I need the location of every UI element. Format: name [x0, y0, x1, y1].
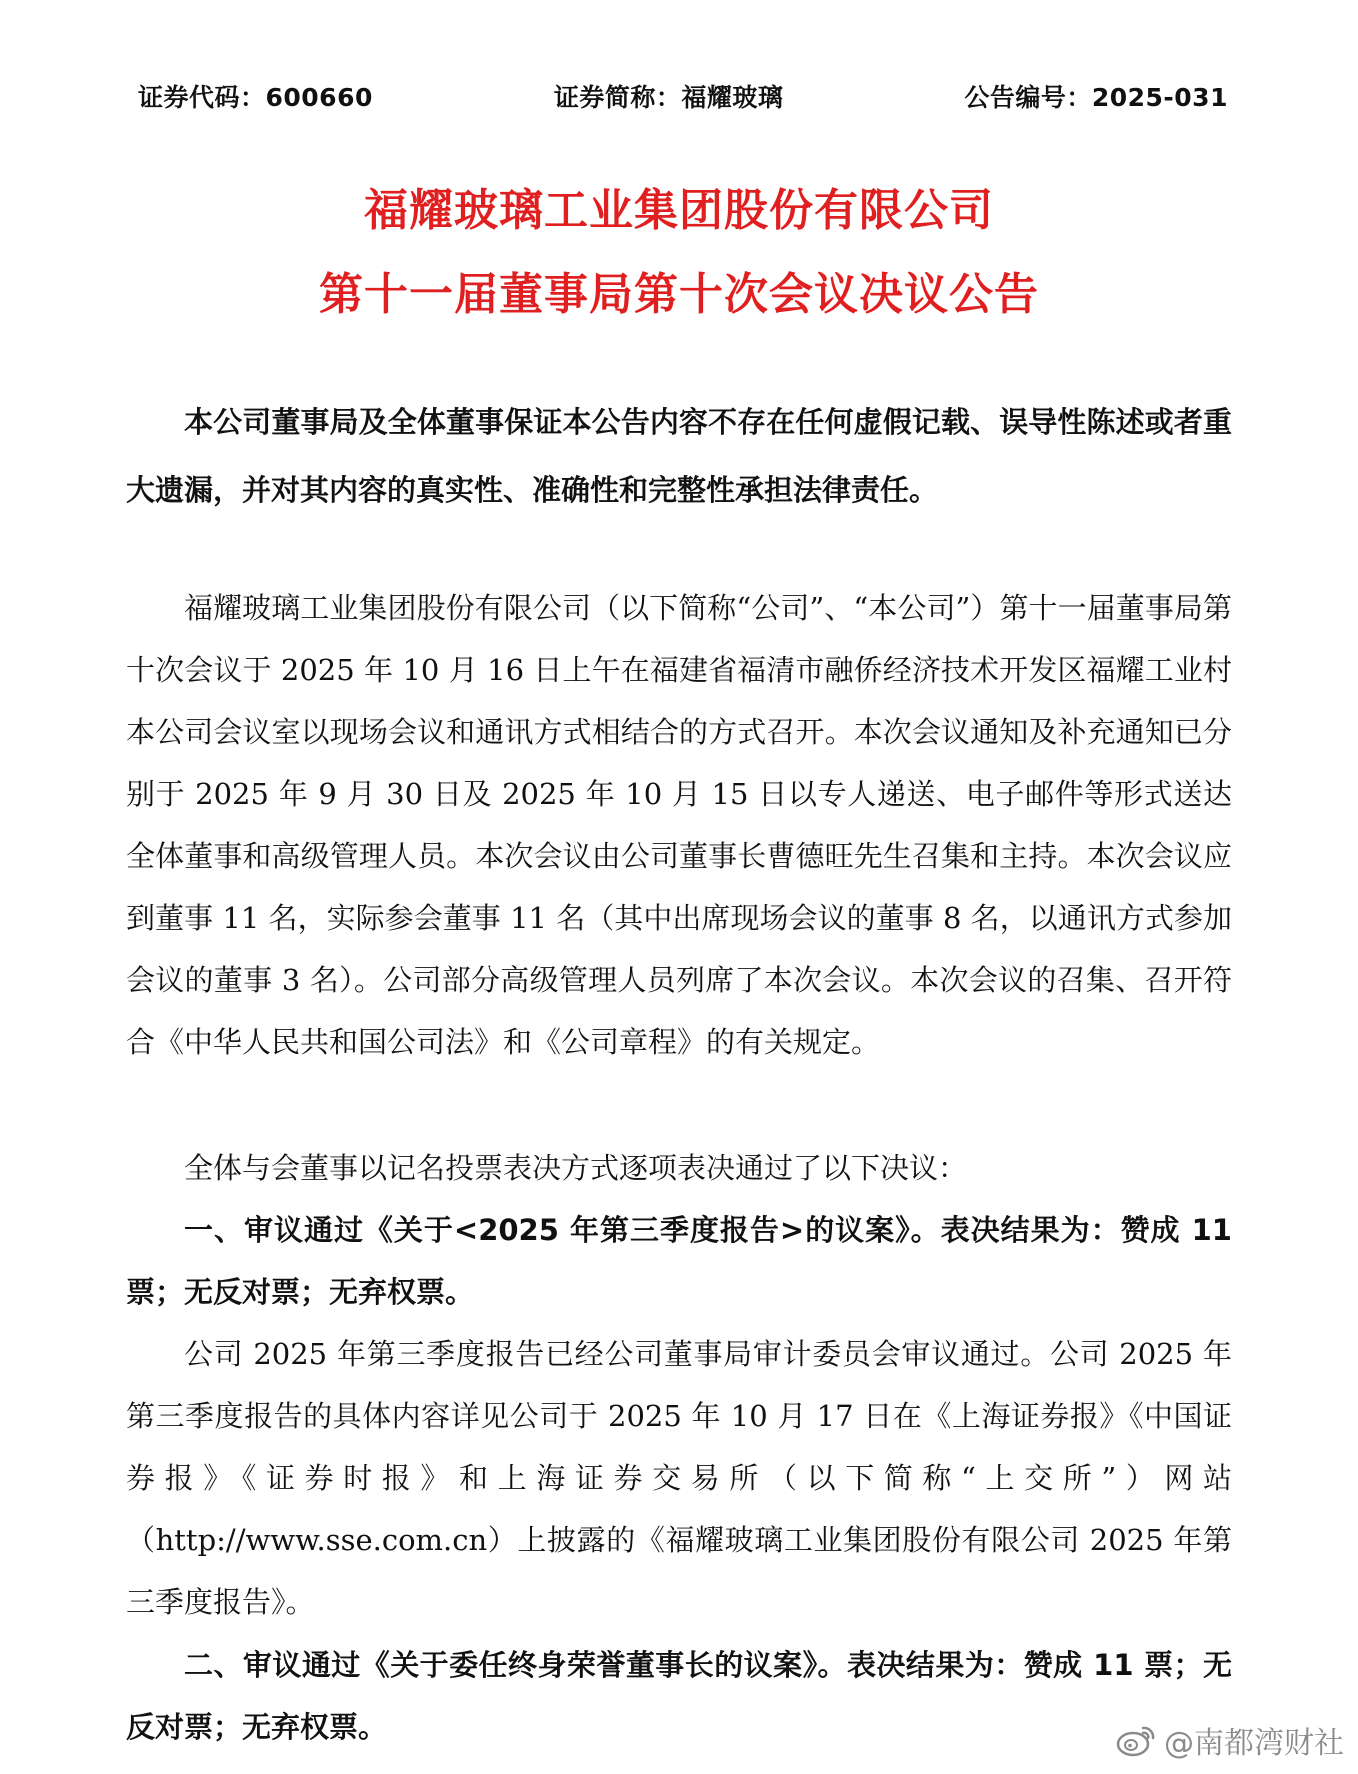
watermark-text: @南都湾财社 [1164, 1726, 1344, 1761]
document-header [138, 78, 1228, 114]
resolution-1-body: 公司 2025 年第三季度报告已经公司董事局审计委员会审议通过。公司 2025 年第三季度报告的具体内容详见公司于 2025 年 10 月 17 日在《上海证券报》《中国证券报》《证券时报》和上海证券交易所（以下简称“上交所”）网站（http://www.sse.com.cn）上披露的《福耀玻璃工业集团股份有限公司 2025 年第三季度报告》。 [126, 1337, 1232, 1619]
company-title: 福耀玻璃工业集团股份有限公司 [364, 185, 994, 236]
stock-code: 证券代码：600660 [138, 83, 373, 112]
weibo-icon [1116, 1723, 1156, 1757]
watermark [1116, 1718, 1344, 1762]
announcement-title: 第十一届董事局第十次会议决议公告 [319, 269, 1039, 320]
board-statement: 本公司董事局及全体董事保证本公告内容不存在任何虚假记载、误导性陈述或者重大遗漏，并对其内容的真实性、准确性和完整性承担法律责任。 [126, 405, 1232, 507]
resolution-intro: 全体与会董事以记名投票表决方式逐项表决通过了以下决议： [184, 1151, 968, 1185]
meeting-intro-paragraph: 福耀玻璃工业集团股份有限公司（以下简称“公司”、“本公司”）第十一届董事局第十次会议于 2025 年 10 月 16 日上午在福建省福清市融侨经济技术开发区福耀工业村本公司会议室以现场会议和通讯方式相结合的方式召开。本次会议通知及补充通知已分别于 2025 年 9 月 30 日及 2025 年 10 月 15 日以专人递送、电子邮件等形式送达全体董事和高级管理人员。本次会议由公司董事长曹德旺先生召集和主持。本次会议应到董事 11 名，实际参会董事 11 名（其中出席现场会议的董事 8 名，以通讯方式参加会议的董事 3 名）。公司部分高级管理人员列席了本次会议。本次会议的召集、召开符合《中华人民共和国公司法》和《公司章程》的有关规定。 [126, 591, 1232, 1059]
notice-number: 公告编号：2025-031 [964, 83, 1228, 112]
resolution-1-heading: 一、审议通过《关于<2025 年第三季度报告>的议案》。表决结果为：赞成 11 票；无反对票；无弃权票。 [126, 1213, 1232, 1309]
stock-name: 证券简称：福耀玻璃 [553, 83, 784, 112]
resolution-2-heading: 二、审议通过《关于委任终身荣誉董事长的议案》。表决结果为：赞成 11 票；无反对票；无弃权票。 [126, 1648, 1232, 1744]
